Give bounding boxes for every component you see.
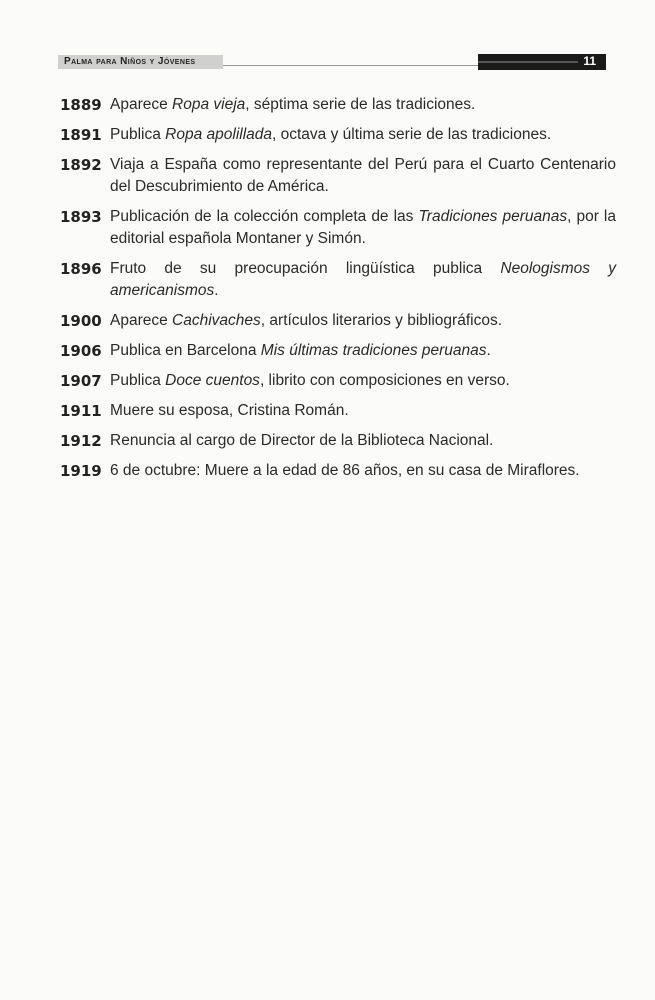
running-header [0,52,655,74]
entry-text-segment: , octava y última serie de las tradiciones. [272,126,552,143]
entry-text [110,94,616,116]
chronology-entry [60,154,616,198]
entry-year: 1919 [60,462,102,480]
work-title: Neologismos y americanismos [110,260,616,299]
chronology-entry [60,460,616,482]
entry-year: 1891 [60,126,102,144]
entry-year: 1912 [60,432,102,450]
entry-text-segment: Publica en Barcelona [110,342,261,359]
chronology-list [60,94,616,490]
entry-text-segment: Aparece [110,96,173,113]
chronology-entry [60,310,616,332]
chronology-entry [60,400,616,422]
chronology-entry [60,370,616,392]
entry-text-segment: Renuncia al cargo de Director de la Biblioteca Nacional. [110,432,494,449]
header-rule [223,65,478,66]
entry-text [110,310,616,332]
entry-text-segment: 6 de octubre: Muere a la edad de 86 años, en su casa de Miraflores. [110,462,580,479]
entry-text [110,460,616,482]
entry-text-segment: Publica [110,126,166,143]
work-title: Doce cuentos [165,372,260,389]
entry-text-segment: Fruto de su preocupación lingüística publica [110,260,501,277]
chronology-entry [60,124,616,146]
work-title: Tradiciones peruanas [418,208,568,225]
chronology-entry [60,206,616,250]
entry-year: 1911 [60,402,102,420]
entry-year: 1900 [60,312,102,330]
entry-text-segment: Muere su esposa, Cristina Román. [110,402,349,419]
entry-text-segment: . [214,282,219,299]
chronology-entry [60,94,616,116]
page-number-band [478,54,606,70]
entry-text-segment: Viaja a España como representante del Perú para el Cuarto Centenario del Descubrimiento de América. [110,156,616,195]
entry-text-segment: . [486,342,491,359]
entry-text-segment: Publicación de la colección completa de las [110,208,419,225]
entry-text [110,258,616,302]
entry-year: 1896 [60,260,102,278]
entry-text-segment: Publica [110,372,166,389]
entry-year: 1889 [60,96,102,114]
entry-year: 1893 [60,208,102,226]
work-title: Ropa apolillada [165,126,273,143]
entry-text [110,206,616,250]
page-number: 11 [583,54,596,68]
entry-year: 1907 [60,372,102,390]
entry-text-segment: , librito con composiciones en verso. [259,372,510,389]
work-title: Ropa vieja [172,96,246,113]
chronology-entry [60,340,616,362]
chronology-entry [60,258,616,302]
entry-text-segment: Aparece [110,312,173,329]
entry-text [110,124,616,146]
header-title: Palma para Niños y Jóvenes [64,56,196,67]
entry-text [110,400,616,422]
entry-text [110,370,616,392]
work-title: Cachivaches [172,312,261,329]
entry-text [110,340,616,362]
work-title: Mis últimas tradiciones peruanas [260,342,487,359]
entry-text-segment: , por la editorial española Montaner y Simón. [110,208,616,247]
entry-year: 1906 [60,342,102,360]
entry-text-segment: , séptima serie de las tradiciones. [245,96,476,113]
entry-year: 1892 [60,156,102,174]
entry-text-segment: , artículos literarios y bibliográficos. [260,312,503,329]
entry-text [110,430,616,452]
chronology-entry [60,430,616,452]
page-number-stripe [478,61,578,63]
entry-text [110,154,616,198]
